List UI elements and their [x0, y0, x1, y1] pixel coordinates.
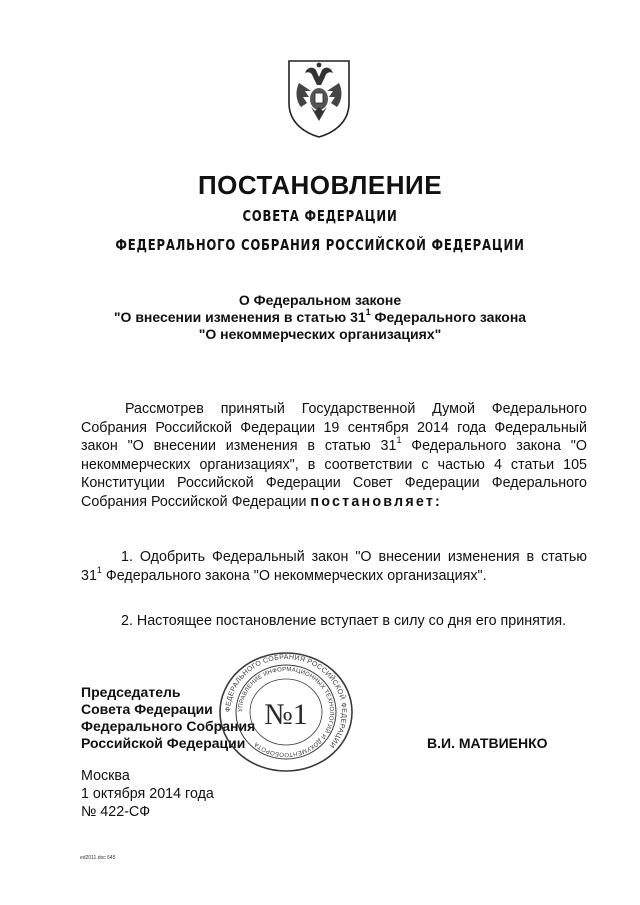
- seal-number: №1: [264, 698, 308, 731]
- resolution-item-1: 1. Одобрить Федеральный закон "О внесении изменения в статью $31^1$ Федерального закона "О некоммерческих организациях".: [81, 549, 587, 584]
- intro-paragraph: Рассмотрев принятый Государственной Думой Федерального Собрания Российской Федерации 19 сентября 2014 года Федеральный закон "О внесении изменения в статью $31^1$ Федерального закона "О некоммерческих организациях", в соответствии с частью 4 статьи 105 Конституции Российской Федерации Совет Федерации Федерального Собрания Российской Федерации постановляет:: [81, 401, 587, 510]
- heading-line-2: "О внесении изменения в статью $31^1$ Федерального закона: [113, 307, 527, 325]
- file-code: ed2011.doc 645: [80, 855, 116, 861]
- seal-inner-text: УПРАВЛЕНИЕ ИНФОРМАЦИОННЫХ ТЕХНОЛОГИЙ И ДОКУМЕНТООБОРОТА: [237, 666, 335, 758]
- issue-date: 1 октября 2014 года: [81, 786, 214, 802]
- heading-line-1: О Федеральном законе: [238, 292, 402, 308]
- document-title: ПОСТАНОВЛЕНИЕ: [197, 170, 443, 200]
- document-number: № 422-СФ: [81, 804, 151, 820]
- seal-outer-text: ФЕДЕРАЛЬНОГО СОБРАНИЯ РОССИЙСКОЙ ФЕДЕРАЦИИ: [224, 653, 348, 749]
- resolution-item-2: 2. Настоящее постановление вступает в силу со дня его принятия.: [121, 613, 567, 629]
- resolves-word: постановляет:: [310, 493, 443, 510]
- signer-name: В.И. МАТВИЕНКО: [427, 735, 548, 751]
- issuer-line-1: СОВЕТА ФЕДЕРАЦИИ: [242, 207, 398, 225]
- signer-position: Председатель Совета Федерации Федерального Собрания Российской Федерации: [81, 684, 256, 751]
- issue-place: Москва: [81, 768, 130, 784]
- official-seal-stamp: [216, 652, 356, 772]
- heading-line-3: "О некоммерческих организациях": [198, 326, 442, 342]
- law-heading: [0, 292, 640, 343]
- coat-of-arms-emblem: [283, 57, 355, 139]
- issue-details: [81, 767, 214, 821]
- issuer-line-2: ФЕДЕРАЛЬНОГО СОБРАНИЯ РОССИЙСКОЙ ФЕДЕРАЦИИ: [115, 236, 525, 254]
